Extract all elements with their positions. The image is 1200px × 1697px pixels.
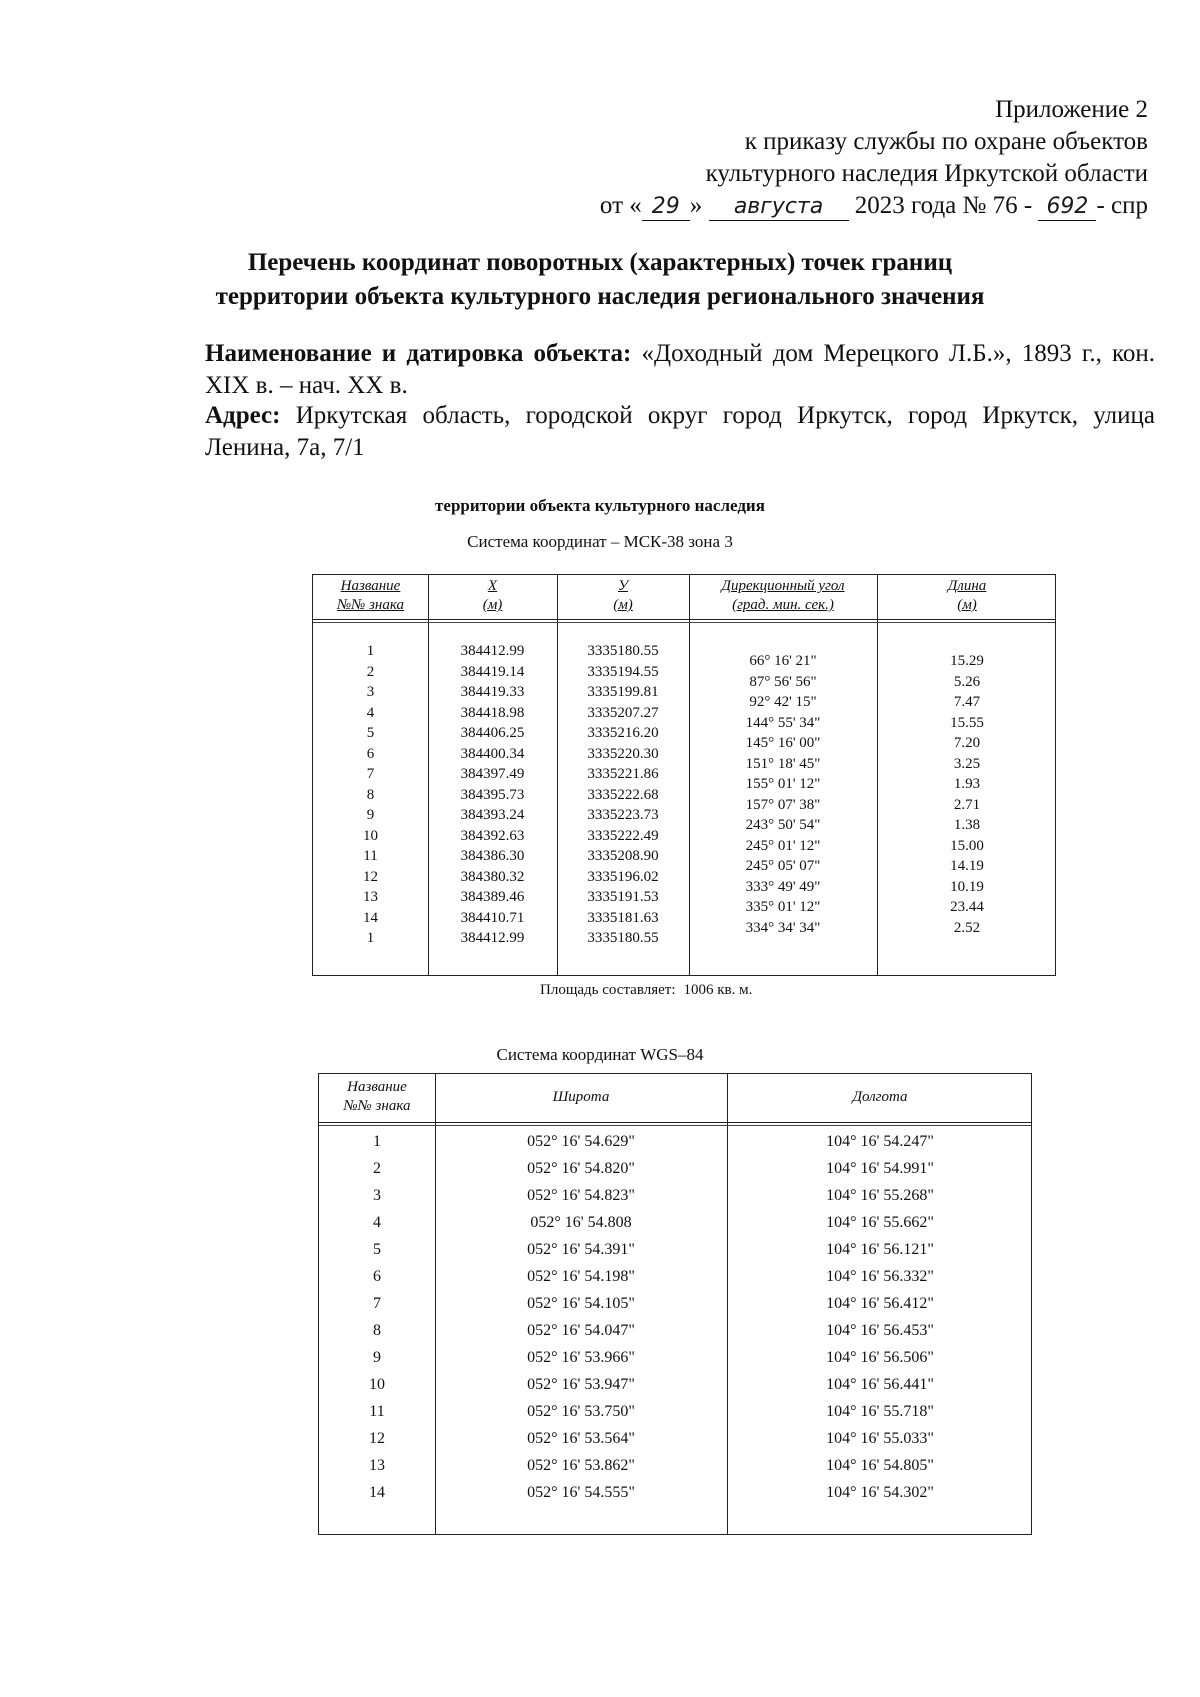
header-name-line1: Название [340, 578, 401, 594]
y-value-cell: 3335180.55 [587, 930, 659, 946]
angle-value-cell: 151° 18' 45" [745, 755, 821, 772]
document-title [0, 246, 1200, 314]
longitude-cell: 104° 16' 54.991" [826, 1160, 934, 1177]
point-number-cell: 4 [366, 704, 375, 721]
y-value-cell: 3335199.81 [587, 684, 659, 700]
wgs-coordinates-table [318, 1073, 1032, 1535]
area-value: 1006 кв. м. [683, 982, 753, 998]
length-value-cell: 2.52 [953, 919, 981, 936]
wgs-point-number-cell: 7 [373, 1295, 381, 1312]
title-line-1: Перечень координат поворотных (характерных) точек границ [247, 249, 953, 276]
x-value-cell: 384380.32 [460, 868, 525, 885]
number-suffix: - спр [1096, 192, 1148, 219]
wgs-point-number-cell: 6 [373, 1268, 381, 1285]
length-value-cell: 7.20 [953, 735, 981, 751]
point-number-cell: 1 [366, 643, 375, 659]
x-value-cell: 384386.30 [460, 848, 525, 864]
y-value-cell: 3335221.86 [587, 766, 659, 782]
length-value-cell: 5.26 [953, 673, 981, 690]
angle-value-cell: 92° 42' 15" [749, 694, 817, 710]
handwritten-month: августа [709, 194, 849, 221]
latitude-cell: 052° 16' 54.391" [527, 1241, 635, 1258]
point-number-cell: 3 [366, 684, 375, 700]
y-value-cell: 3335222.49 [587, 827, 659, 844]
latitude-cell: 052° 16' 53.862" [527, 1457, 635, 1474]
angle-value-cell: 333° 49' 49" [745, 878, 821, 895]
wgs-header-latitude [435, 1088, 727, 1107]
longitude-cell: 104° 16' 55.662" [826, 1214, 934, 1231]
x-value-cell: 384397.49 [460, 766, 525, 782]
y-value-cell: 3335223.73 [587, 807, 659, 823]
header-divider [313, 622, 1055, 623]
angle-value-cell: 155° 01' 12" [745, 776, 821, 792]
angle-value-cell: 243° 50' 54" [745, 817, 821, 833]
area-label: Площадь составляет: [540, 982, 676, 998]
point-number-cell: 8 [366, 786, 375, 803]
y-value-cell: 3335194.55 [587, 663, 659, 680]
wgs-point-number-cell: 11 [369, 1403, 385, 1420]
longitude-cell: 104° 16' 55.718" [826, 1403, 934, 1420]
msk-table-caption: территории объекта культурного наследия [435, 496, 765, 515]
area-statement [540, 982, 752, 999]
x-value-cell: 384412.99 [460, 930, 525, 946]
length-value-cell: 15.29 [950, 653, 984, 669]
header-angle-line1: Дирекционный угол [721, 578, 845, 594]
point-number-cell: 11 [363, 848, 378, 864]
length-value-cell: 10.19 [950, 878, 984, 895]
appendix-line-2: к приказу службы по охране объектов [744, 128, 1148, 155]
length-values-column [877, 651, 1057, 938]
latitude-cell: 052° 16' 53.750" [527, 1403, 635, 1420]
y-value-cell: 3335181.63 [587, 909, 659, 926]
point-number-cell: 12 [363, 868, 378, 885]
appendix-line-1: Приложение 2 [995, 96, 1148, 123]
angle-value-cell: 245° 05' 07" [745, 858, 821, 874]
angle-value-cell: 245° 01' 12" [745, 837, 821, 854]
header-y [557, 577, 689, 615]
y-value-cell: 3335216.20 [587, 725, 659, 741]
longitude-column [727, 1128, 1033, 1506]
wgs-header-name-line2: №№ знака [343, 1098, 411, 1114]
length-value-cell: 15.00 [950, 837, 984, 854]
angle-value-cell: 87° 56' 56" [749, 673, 817, 690]
latitude-cell: 052° 16' 54.555" [527, 1484, 635, 1501]
date-suffix: 2023 года № 76 - [854, 192, 1033, 219]
header-x [428, 577, 557, 615]
longitude-cell: 104° 16' 56.453" [826, 1322, 934, 1339]
header-length-line2: (м) [957, 597, 977, 613]
wgs-point-number-cell: 13 [369, 1457, 385, 1474]
latitude-cell: 052° 16' 54.105" [527, 1295, 635, 1312]
y-value-cell: 3335220.30 [587, 745, 659, 762]
longitude-cell: 104° 16' 55.268" [826, 1187, 934, 1204]
point-number-cell: 9 [366, 807, 375, 823]
header-angle-line2: (град. мин. сек.) [732, 597, 834, 613]
object-address-paragraph [205, 400, 1155, 464]
x-values-column [428, 641, 557, 949]
x-value-cell: 384419.33 [460, 684, 525, 700]
wgs-header-name [319, 1078, 435, 1116]
wgs-point-number-cell: 8 [373, 1322, 381, 1339]
longitude-cell: 104° 16' 54.247" [826, 1133, 934, 1150]
appendix-date-line [600, 190, 1148, 222]
wgs-header-name-line1: Название [347, 1079, 407, 1095]
point-number-cell: 10 [363, 827, 378, 844]
wgs-point-number-cell: 1 [373, 1133, 381, 1150]
longitude-cell: 104° 16' 56.506" [826, 1349, 934, 1366]
length-value-cell: 1.93 [953, 776, 981, 792]
x-value-cell: 384418.98 [460, 704, 525, 721]
header-divider [313, 619, 1055, 620]
longitude-cell: 104° 16' 55.033" [826, 1430, 934, 1447]
handwritten-number: 692 [1038, 194, 1096, 221]
latitude-cell: 052° 16' 53.564" [527, 1430, 635, 1447]
wgs-point-number-cell: 14 [369, 1484, 385, 1501]
point-number-cell: 7 [366, 766, 375, 782]
length-value-cell: 1.38 [953, 817, 981, 833]
header-length [877, 577, 1057, 615]
point-number-cell: 14 [363, 909, 378, 926]
longitude-cell: 104° 16' 54.302" [826, 1484, 934, 1501]
header-name [313, 577, 428, 615]
object-address-value: Иркутская область, городской округ город Иркутск, город Иркутск, улица Ленина, 7а, 7/1 [205, 402, 1156, 461]
y-value-cell: 3335191.53 [587, 889, 659, 905]
length-value-cell: 23.44 [950, 899, 984, 915]
longitude-cell: 104° 16' 56.412" [826, 1295, 934, 1312]
latitude-column [435, 1128, 727, 1506]
date-prefix: от « [599, 192, 642, 219]
header-name-line2: №№ знака [337, 597, 404, 613]
wgs-header-lon-text: Долгота [852, 1089, 908, 1105]
msk-coordinate-system: Система координат – МСК-38 зона 3 [467, 532, 733, 551]
angle-value-cell: 334° 34' 34" [745, 919, 821, 936]
point-number-cell: 6 [366, 745, 375, 762]
date-mid: » [689, 192, 703, 219]
handwritten-day: 29 [642, 194, 690, 221]
object-name-value: «Доходный дом Мерецкого Л.Б.», 1893 г., кон. XIX в. – нач. XX в. [205, 340, 1155, 399]
latitude-cell: 052° 16' 54.047" [527, 1322, 635, 1339]
y-value-cell: 3335180.55 [587, 643, 659, 659]
header-angle [689, 577, 877, 615]
header-length-line1: Длина [947, 578, 987, 594]
angle-value-cell: 66° 16' 21" [749, 653, 817, 669]
x-value-cell: 384400.34 [460, 745, 525, 762]
angle-values-column [689, 651, 877, 938]
header-y-line2: (м) [613, 597, 633, 613]
wgs-point-number-cell: 2 [373, 1160, 381, 1177]
y-value-cell: 3335196.02 [587, 868, 659, 885]
wgs-point-number-cell: 3 [373, 1187, 381, 1204]
longitude-cell: 104° 16' 54.805" [826, 1457, 934, 1474]
x-value-cell: 384395.73 [460, 786, 525, 803]
latitude-cell: 052° 16' 53.966" [527, 1349, 635, 1366]
length-value-cell: 2.71 [953, 796, 981, 813]
header-divider [319, 1122, 1031, 1123]
y-value-cell: 3335208.90 [587, 848, 659, 864]
latitude-cell: 052° 16' 54.198" [527, 1268, 635, 1285]
object-address-label: Адрес: [205, 402, 281, 429]
point-number-cell: 1 [366, 930, 375, 946]
x-value-cell: 384389.46 [460, 889, 525, 905]
header-divider [319, 1125, 1031, 1126]
length-value-cell: 7.47 [953, 694, 981, 710]
header-x-line1: X [487, 578, 498, 594]
angle-value-cell: 335° 01' 12" [745, 899, 821, 915]
x-value-cell: 384419.14 [460, 663, 525, 680]
x-value-cell: 384393.24 [460, 807, 525, 823]
length-value-cell: 15.55 [950, 714, 984, 731]
wgs-header-lat-text: Широта [552, 1089, 610, 1105]
x-value-cell: 384412.99 [460, 643, 525, 659]
latitude-cell: 052° 16' 54.808 [530, 1214, 632, 1231]
wgs-point-number-cell: 4 [373, 1214, 381, 1231]
y-value-cell: 3335222.68 [587, 786, 659, 803]
title-line-2: территории объекта культурного наследия регионального значения [215, 283, 985, 310]
header-y-line1: У [617, 578, 629, 594]
angle-value-cell: 144° 55' 34" [745, 714, 821, 731]
wgs-coordinate-system: Система координат WGS–84 [496, 1045, 704, 1064]
longitude-cell: 104° 16' 56.332" [826, 1268, 934, 1285]
x-value-cell: 384406.25 [460, 725, 525, 741]
length-value-cell: 3.25 [953, 755, 981, 772]
point-numbers-column [313, 641, 428, 949]
wgs-point-number-cell: 10 [369, 1376, 385, 1393]
longitude-cell: 104° 16' 56.121" [826, 1241, 934, 1258]
y-value-cell: 3335207.27 [587, 704, 659, 721]
point-number-cell: 5 [366, 725, 375, 741]
header-x-line2: (м) [482, 597, 503, 613]
appendix-header [600, 94, 1148, 222]
msk-coordinates-table [312, 574, 1056, 976]
x-value-cell: 384392.63 [460, 827, 525, 844]
latitude-cell: 052° 16' 54.820" [527, 1160, 635, 1177]
wgs-header-longitude [727, 1088, 1033, 1107]
point-number-cell: 2 [366, 663, 375, 680]
object-name-label: Наименование и датировка объекта: [205, 340, 632, 367]
length-value-cell: 14.19 [950, 858, 984, 874]
point-number-cell: 13 [363, 889, 378, 905]
angle-value-cell: 157° 07' 38" [745, 796, 821, 813]
latitude-cell: 052° 16' 53.947" [527, 1376, 635, 1393]
latitude-cell: 052° 16' 54.629" [527, 1133, 635, 1150]
wgs-point-number-cell: 5 [373, 1241, 381, 1258]
longitude-cell: 104° 16' 56.441" [826, 1376, 934, 1393]
latitude-cell: 052° 16' 54.823" [527, 1187, 635, 1204]
x-value-cell: 384410.71 [460, 909, 525, 926]
angle-value-cell: 145° 16' 00" [745, 735, 821, 751]
appendix-line-3: культурного наследия Иркутской области [705, 160, 1148, 187]
wgs-point-number-cell: 9 [373, 1349, 381, 1366]
wgs-point-number-cell: 12 [369, 1430, 385, 1447]
object-name-paragraph [205, 338, 1155, 402]
y-values-column [557, 641, 689, 949]
wgs-point-numbers-column [319, 1128, 435, 1506]
